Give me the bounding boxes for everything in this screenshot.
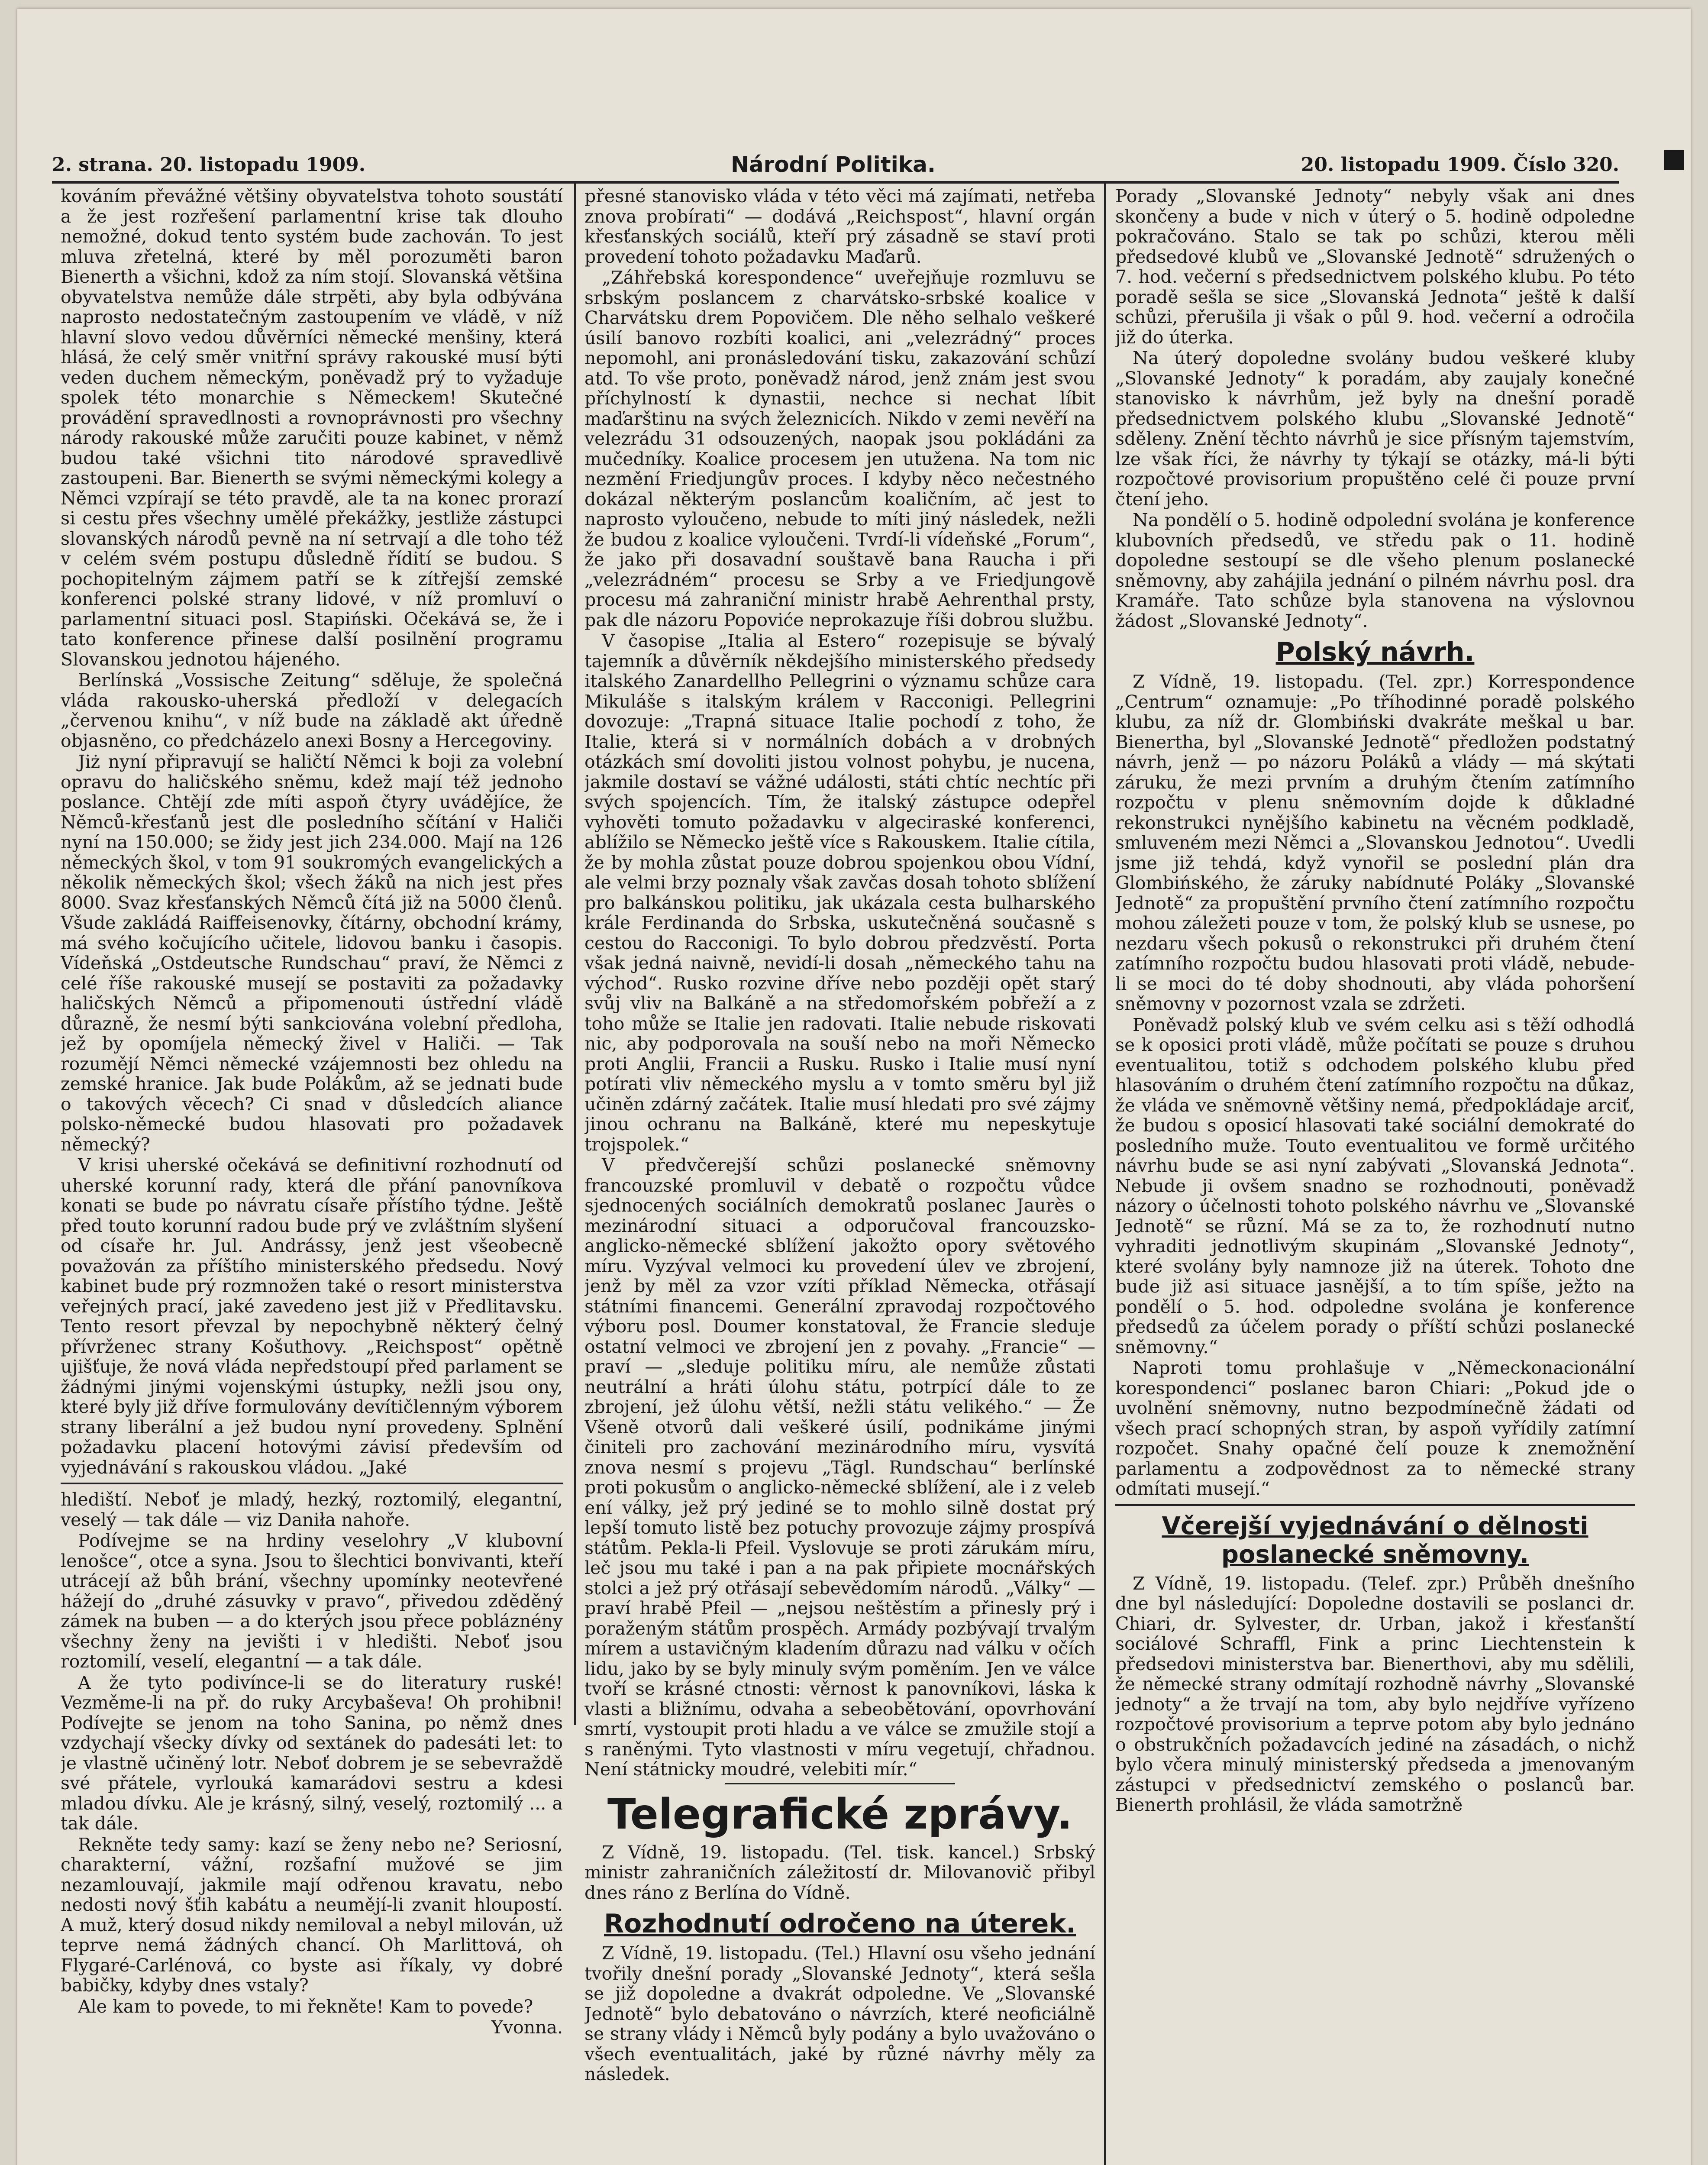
newspaper-page xyxy=(17,9,1691,2165)
col1-paragraph-2: Berlínská „Vossische Zeitung“ sděluje, že společná vláda rakousko-uherská předloží v delegacích „červenou knihu“, v níž bude na základě akt úředně objasněno, co předcházelo anexi Bosny a Hercegoviny. xyxy=(61,670,563,751)
feuilleton-signature: Yvonna. xyxy=(491,2017,563,2038)
col3-paragraph-3: Na pondělí o 5. hodině odpolední svolána je konference klubovních předsedů, ve středu pak o 11. hodině dopoledne sestoupí se dle všeho plenum poslanecké sněmovny, aby zahájila jednání o pilném návrhu posl. dra Kramáře. Tato schůze byla stanovena na výslovnou žádost „Slovanské Jednoty“. xyxy=(1115,510,1635,631)
section-rule xyxy=(725,1783,955,1784)
col2-paragraph-5: Z Vídně, 19. listopadu. (Tel. tisk. kancel.) Srbský ministr zahraničních záležitostí dr. Milovanovič přibyl dnes ráno z Berlína do Vídně. xyxy=(584,1842,1095,1903)
page-header xyxy=(52,152,1619,178)
feuilleton-paragraph-3: A že tyto podivínce-li se do literatury ruské! Vezměme-li na př. do ruky Arcybaševa! Oh prohibni! Podívejte se jenom na toho Sanina, po němž dnes vzdychají všecky dívky od sextánek do padesáti let: to je vlastně učiněný lotr. Neboť dobrem je se sebevraždě své přátele, vyrlouká kamarádovi sestru a kdesi mladou dívku. Ale je krásný, silný, veselý, roztomilý ... a tak dále. xyxy=(61,1672,563,1834)
header-masthead: Národní Politika. xyxy=(730,152,936,177)
col2-paragraph-1: přesné stanovisko vláda v této věci má zajímati, netřeba znova probírati“ — dodává „Reichspost“, hlavní orgán křesťanských sociálů, kteří prý zásadně se staví proti provedení tohoto požadavku Maďarů. xyxy=(584,186,1095,267)
headline-yesterday-negotiations: Včerejší vyjednávání o dělnosti poslanecké sněmovny. xyxy=(1162,1512,1589,1569)
headline-polish-proposal: Polský návrh. xyxy=(1275,637,1475,667)
col3-paragraph-5: Poněvadž polský klub ve svém celku asi s těží odhodlá se k oposici proti vládě, může počítati se pouze s druhou eventualitou, totiž s odchodem polského klubu před hlasováním o druhém čtení zatímního rozpočtu na důkaz, že vláda ve sněmovně většiny nemá, předpokládaje arciť, že budou s oposicí hlasovati také sociální demokraté do posledního muže. Touto eventualitou ve formě určitého návrhu bude se asi nyní zabývati „Slovanská Jednota“. Nebude ji ovšem snadno se rozhodnouti, poněvadž názory o účelnosti tohoto polského návrhu ve „Slovanské Jednotě“ se různí. Má se za to, že rozhodnutí nutno vyhraditi jednotlivým skupinám „Slovanské Jednoty“, které svolány byly namnoze již na úterek. Tohoto dne bude již asi situace jasnější, a to tím spíše, ježto na pondělí o 5. hod. odpoledne svolána je konference předsedů za účelem porady o příští schůzi poslanecké sněmovny.“ xyxy=(1115,1014,1635,1357)
col3-paragraph-7: Z Vídně, 19. listopadu. (Telef. zpr.) Průběh dnešního dne byl následující: Dopoledne dostavili se poslanci dr. Chiari, dr. Sylvester, dr. Urban, jakož i křesťanští sociálové Schraffl, Fink a princ Liechtenstein k předsedovi ministerstva bar. Bienerthovi, aby mu sdělili, že německé strany odmítají rozhodně návrhy „Slovanské jednoty“ a že trvají na tom, aby bylo nejdříve vyřízeno rozpočtové provisorium a teprve potom aby bylo jednáno o obstrukčních požadavcích jediné na zásadách, o nichž bylo včera minulý ministerský předseda a jmenovaným zástupci v předsednictví zemského o poslanců bar. Bienerth prohlásil, že vláda samotržně xyxy=(1115,1573,1635,1815)
section-rule-col3 xyxy=(1115,1504,1635,1506)
headline-telegraph: Telegrafické zprávy. xyxy=(607,1790,1073,1839)
header-left: 2. strana. 20. listopadu 1909. xyxy=(52,153,366,176)
column-3 xyxy=(1115,186,1635,2165)
feuilleton-paragraph-5: Ale kam to povede, to mi řekněte! Kam to povede? xyxy=(78,1996,533,2017)
header-rule xyxy=(52,181,1619,184)
feuilleton-paragraph-1: hlediští. Neboť je mladý, hezký, roztomilý, elegantní, veselý — tak dále — viz Daniła nahoře. xyxy=(61,1489,563,1530)
col2-paragraph-6: Z Vídně, 19. listopadu. (Tel.) Hlavní osu všeho jednání tvořily dnešní porady „Slovanské Jednoty“, která sešla se již dopoledne a dvakrát odpoledne. Ve „Slovanské Jednotě“ bylo debatováno o návrzích, které neoficiálně se strany vlády i Němců byly podány a bylo uvažováno o všech eventualitách, jaké by různé návrhy měly za následek. xyxy=(584,1943,1095,2084)
col3-paragraph-6: Naproti tomu prohlašuje v „Německonacionální korespondenci“ poslanec baron Chiari: „Pokud jde o uvolnění sněmovny, nutno bezpodmínečně žádati od všech prací schopných stran, by aspoň vyřídily zatímní rozpočet. Snahy opačné čelí pouze k znemožnění parlamentu a zodpovědnost za to německé strany odmítati musejí.“ xyxy=(1115,1357,1635,1499)
col3-paragraph-2: Na úterý dopoledne svolány budou veškeré kluby „Slovanské Jednoty“ k poradám, aby zaujaly konečné stanovisko k návrhům, jež byly na dnešní poradě předsednictvem polského klubu „Slovanské Jednotě“ sděleny. Znění těchto návrhů je sice přísným tajemstvím, lze však říci, že návrhy ty týkají se otázky, má-li býti rozpočtové provisorium propuštěno celé či pouze první čtení jeho. xyxy=(1115,348,1635,510)
corner-mark-icon: ■ xyxy=(1662,143,1686,173)
headline-decision-postponed: Rozhodnutí odročeno na úterek. xyxy=(604,1909,1076,1939)
header-right: 20. listopadu 1909. Číslo 320. xyxy=(1301,153,1619,176)
col3-paragraph-1: Porady „Slovanské Jednoty“ nebyly však ani dnes skončeny a bude v nich v úterý o 5. hodině odpoledne pokračováno. Stalo se tak po schůzi, kterou měli předsedové klubů ve „Slovanské Jednotě“ sdružených o 7. hod. večerní s předsednictvem polského klubu. Po této poradě sešla se sice „Slovanská Jednota“ ještě k další schůzi, přerušila ji však o půl 9. hod. večerní a odročila již do úterka. xyxy=(1115,186,1635,348)
col1-paragraph-4: V krisi uherské očekává se definitivní rozhodnutí od uherské korunní rady, která dle přání panovníkova konati se bude po návratu císaře přístího týdne. Ještě před touto korunní radou bude prý ve zvláštním slyšení od císaře hr. Jul. Andrássy, jenž jest všeobecně považován za příštího ministerského předsedu. Nový kabinet bude prý rozmnožen také o resort ministerstva veřejných prací, jaké zavedeno jest již v Předlitavsku. Tento resort převzal by nepochybně některý čelný přívrženec strany Košuthovy. „Reichspost“ opětně ujišťuje, že nová vláda nepředstoupí před parlament se žádnými jinými vojenskými ústupky, nežli jsou ony, které byly již dříve formulovány devítičlenným výborem strany liberální a jež budou nyní provedeny. Splnění požadavku placení hotovými závisí především od vyjednávání s rakouskou vládou. „Jaké xyxy=(61,1155,563,1478)
feuilleton-paragraph-4: Rekněte tedy samy: kazí se ženy nebo ne? Seriosní, charakterní, vážní, rozšafní mužové se jim nezamlouvají, jakmile mají odřenou kravatu, nebo nedosti nový šťih kabátu a neumějí-li zvanit hloupostí. A muž, který dosud nikdy nemiloval a nebyl milován, už teprve nemá žádných chancí. Oh Marlittová, oh Flygaré-Carlénová, co byste asi říkaly, vy dobré babičky, kdyby dnes vstaly? xyxy=(61,1834,563,1996)
col3-paragraph-4: Z Vídně, 19. listopadu. (Tel. zpr.) Korrespondence „Centrum“ oznamuje: „Po tříhodinné poradě polského klubu, za níž dr. Glombiński dvakráte meškal u bar. Bienertha, byl „Slovanské Jednotě“ předložen podstatný návrh, jenž — po názoru Poláků a vlády — má skýtati záruku, že mezi prvním a druhým čtením zatímního rozpočtu v plenu sněmovním dojde k důkladné rekonstrukci nynějšího kabinetu na věcném podkladě, smluveném mezi Němci a „Slovanskou Jednotou“. Uvedli jsme již tehdá, když vynořil se poslední plán dra Glombińského, že záruky nabídnuté Poláky „Slovanské Jednotě“ za propuštění prvního čtení zatímního rozpočtu mohou záležeti pouze v tom, že polský klub se usnese, po nezdaru všech pokusů o rekonstrukci při druhém čtení zatímního rozpočtu budou hlasovati proti vládě, nebude-li se moci do té doby shodnouti, aby vláda pohoršení sněmovny v pozornost vzala se zdržeti. xyxy=(1115,671,1635,1014)
col2-paragraph-3: V časopise „Italia al Estero“ rozepisuje se bývalý tajemník a důvěrník někdejšího ministerského předsedy italského Zanardellho Pellegrini o významu schůze cara Mikuláše s italským králem v Racconigi. Pellegrini dovozuje: „Trapná situace Italie pochodí z toho, že Italie, která si v normálních dobách a v drobných otázkách smí dovoliti jistou volnost pohybu, je nucena, jakmile dostaví se vážné události, státi chtíc nechtíc při svých spojencích. Tím, že italský zástupce odepřel vyhověti tomuto požadavku v algeciraské konferenci, ablížilo se Německo ještě více s Rakouskem. Italie cítila, že by mohla zůstat pouze dobrou spojenkou obou Vídní, ale velmi brzy poznaly však zavčas dosah tohoto sblížení pro balkánskou politiku, jak ukázala cesta bulharského krále Ferdinanda do Srbska, uskutečněná současně s cestou do Racconigi. To bylo dobrou předzvěstí. Porta však jedná naivně, nevidí-li dosah „německého tahu na východ“. Rusko rozvine dříve nebo později opět starý svůj vliv na Balkáně a na středomořském pobřeží a z toho může se Italie jen radovati. Italie nebude riskovati nic, aby podporovala na souší nebo na moři Německo proti Anglii, Francii a Rusku. Rusko i Italie musí nyní potírati vliv německého myslu a v tomto směru byl již učiněn zdárný začátek. Italie musí hledati pro své zájmy jinou ochranu na Balkáně, které mu nepeskytuje trojspolek.“ xyxy=(584,630,1095,1155)
col1-paragraph-3: Jiż nyní připravují se haličtí Němci k boji za volební opravu do haličského sněmu, kdež mají též jednoho poslance. Chtějí zde míti aspoň čtyry uvádějíce, že Němců-křesťanů jest dle posledního sčítání v Haliči nyní na 150.000; se židy jest jich 234.000. Mají na 126 německých škol, v tom 91 soukromých evangelických a několik německých škol; všech žáků na nich jest přes 8000. Svaz křesťanských Němců čítá již na 5000 členů. Všude zakládá Raiffeisenovky, čítárny, obchodní krámy, má svého kočujícího učitele, lidovou banku i časopis. Vídeňská „Ostdeutsche Rundschau“ praví, že Němci z celé říše rakouské musejí se postaviti za požadavky haličských Němců a připomenouti ústřední vládě důrazně, že nesmí býti sankciována volební předloha, jež by opomíjela německý živel v Haliči. — Tak rozumějí Němci německé vzájemnosti bez ohledu na zemské hranice. Jak bude Polákům, až se jednati bude o takových věcech? Ci snad v důsledcích aliance polsko-německé budou hlasovati pro požadavek německý? xyxy=(61,751,563,1155)
feuilleton-rule xyxy=(61,1483,563,1484)
column-2 xyxy=(584,186,1095,2165)
column-rule-2 xyxy=(1104,184,1106,2165)
feuilleton-paragraph-2: Podívejme se na hrdiny veselohry „V klubovní lenošce“, otce a syna. Jsou to šlechtici bonvivanti, kteří utrácejí až bůh brání, všechny upomínky neotevřené hážejí do „druhé zásuvky v pravo“, přivedou zděděný zámek na buben — a do kterých jsou přece pobláznény všechny ženy na jevišti i v hledišti. Neboť jsou roztomilí, veselí, elegantní — a tak dále. xyxy=(61,1530,563,1672)
col1-paragraph-1: kováním převážné většiny obyvatelstva tohoto soustátí a že jest rozřešení parlamentní krise tak dlouho nemožné, dokud tento systém bude zachován. To jest mluva zřetelná, které by měl porozuměti baron Bienerth a všichni, kdož za ním stojí. Slovanská většina obyvatelstva nemůže dále strpěti, aby byla odbývána naprosto nedostatečným zastoupením ve vládě, v níž hlavní slovo vedou důvěrníci německé menšiny, která hlásá, že celý směr vnitřní správy rakouské musí býti veden duchem německým, poněvadž prý to vyžaduje spolek této monarchie s Německem! Skutečné provádění spravedlnosti a rovnoprávnosti pro všechny národy rakouské může zaručiti pouze kabinet, v němž budou také všichni tito národové spravedlivě zastoupeni. Bar. Bienerth se svými německými kolegy a Němci vzpírají se této pravdě, ale ta na konec prorazí si cestu přes všechny umělé překážky, jestliže zástupci slovanských národů pevně na ní setrvají a dle toho též v celém svém postupu důsledně řídití se budou. S pochopitelným zájmem patří se k zítřejší zemské konferenci polské strany lidové, v níž promluví o parlamentní situaci posl. Stapiński. Očekává se, že i tato konference přinese další posilnění programu Slovanskou jednotou hájeného. xyxy=(61,186,563,670)
column-1 xyxy=(61,186,563,2165)
col2-paragraph-2: „Záhřebská korespondence“ uveřejňuje rozmluvu se srbským poslancem z charvátsko-srbské koalice v Charvátsku drem Popovičem. Dle něho selhalo veškeré úsilí banovo rozbíti koalici, ani „velezrádný“ proces nepomohl, ani pronásledování tisku, zakazování schůzí atd. To vše proto, poněvadž národ, jenž znám jest svou příchylností k dynastii, nechce si nechat líbit maďarštinu na svých železnicích. Nikdo v zemi nevěří na velezrádu 31 odsouzených, naopak jsou pokládáni za mučedníky. Koalice procesem jen utužena. Na tom nic nezmění Friedjungův proces. I kdyby něco nečestného dokázal některým poslancům koaličním, ač jest to naprosto vyloučeno, nebude to míti jiný následek, nežli že budou z koalice vyloučeni. Tvrdí-li vídeňské „Forum“, že jako při dosavadní souštavě bana Raucha i při „velezrádném“ procesu se Srby a ve Friedjungově procesu má zahraniční ministr hrabě Aehrenthal prsty, pak dle názoru Popoviće neprokazuje říši dobrou službu. xyxy=(584,267,1095,630)
col2-paragraph-4: V předvčerejší schůzi poslanecké sněmovny francouzské promluvil v debatě o rozpočtu vůdce sjednocených sociálních demokratů poslanec Jaurès o mezinárodní situaci a odporučoval francouzsko-anglicko-německé sblížení jakožto opory světového míru. Vyzýval velmoci ku provedení úlev ve zbrojení, jenž by měl za vzor vzíti příklad Německa, otřásají státními financemi. Generální zpravodaj rozpočtového výboru posl. Doumer konstatoval, že Francie sleduje ostatní velmoci ve zbrojení jen z povahy. „Francie“ — praví — „sleduje politiku míru, ale nemůže zůstati neutrální a hráti úlohu státu, potrpící dále to ze zbrojení, jež úlohu větší, nežli státu velikého.“ — Že Všeně otvorů dali veškeré úsilí, podnikáme jinými činiteli pro zachování mezinárodního míru, vysvítá znova nesmí s projevu „Tägl. Rundschau“ berlínské proti pokusům o anglicko-německé sblížení, ale i z veleb ení války, jež prý jediné se to mohlo silně dostat prý lepší tomuto listě bez potuchy provozuje zájmy prospívá státům. Pekla-li Pfeil. Vyslovuje se proti zárukám míru, leč jsou mu také i pan a na pak připiete mocnářských stolci a jež prý otřásají sebevědomím národů. „Války“ — praví hrabě Pfeil — „nejsou neštěstím a přinesly prý i poraženým státům prospěch. Armády pozbývají trvalým mírem a ustavičným kladením důrazu nad válku v očích lidu, jako by se byly minuly svým poměním. Jen ve válce tvoří se krásné ctnosti: věrnost k panovníkovi, láska k vlasti a bližnímu, odvaha a sebeobětování, opovrhování smrtí, vystoupit proti hladu a ve válce se zmužile stojí a s raněnými. Tyto vlastnosti v míru vegetují, chřadnou. Není státnicky moudré, velebiti mír.“ xyxy=(584,1155,1095,1780)
column-rule-1 xyxy=(574,184,576,1725)
